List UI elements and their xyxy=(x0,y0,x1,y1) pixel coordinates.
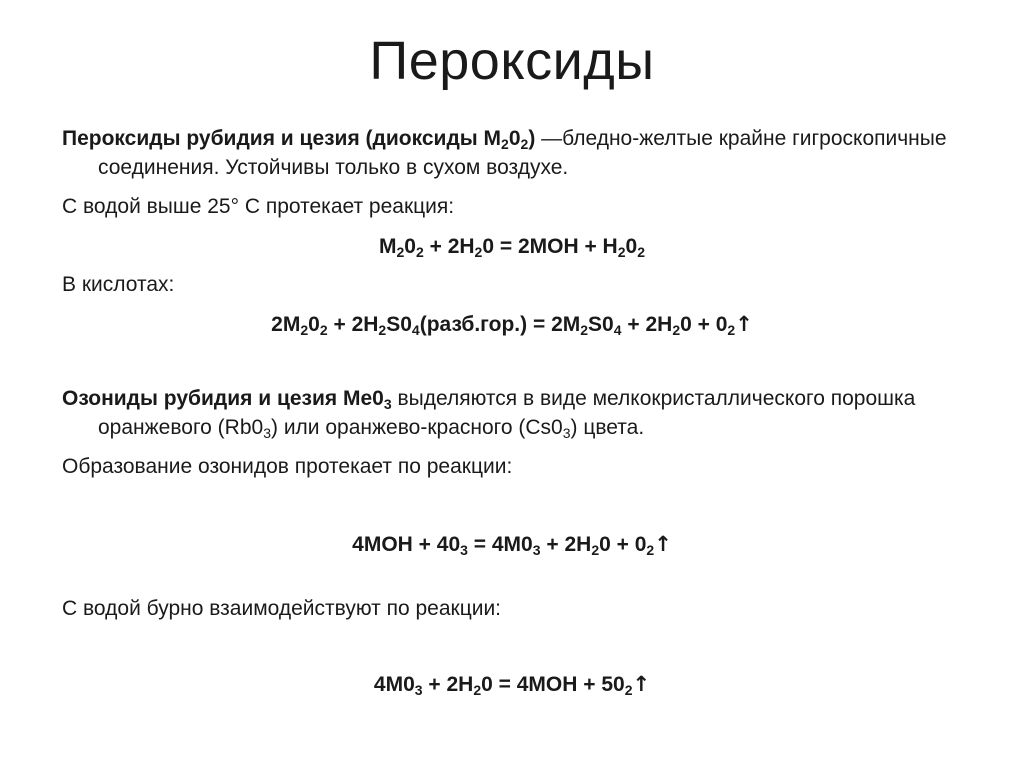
acids-intro: В кислотах: xyxy=(62,273,175,296)
water-reaction-intro: С водой выше 25° С протекает реакция: xyxy=(62,195,455,218)
ozonide-water-intro: С водой бурно взаимодействуют по реакции: xyxy=(62,597,502,620)
slide-title: Пероксиды xyxy=(369,31,655,91)
up-arrow-icon: ↑ xyxy=(654,532,672,556)
ozonides-description: Озониды рубидия и цезия $Ме0_3$ выделяются в виде мелкокристаллического порошка оранжевого $(Rb0_3)$ или оранжево-красного $(Cs0_3)$ цвета. xyxy=(62,387,916,441)
ozonides-term: Озониды рубидия и цезия $Ме0_3$ xyxy=(62,387,392,412)
equation-peroxide-acid: $2M_20_2$ + $2H_2S0_4(разб.гор.) = 2M_2S0_4 + 2H_20$ + $0_2↑$ xyxy=(271,312,753,338)
equation-peroxide-water: $M_20_2 + 2H_20 = 2MOH + H_20_2$ xyxy=(378,235,646,260)
peroxides-term: Пероксиды рубидия и цезия (диоксиды $М_20_2$) xyxy=(62,127,536,152)
peroxides-description: Пероксиды рубидия и цезия (диоксиды $М_20_2$) —бледно-желтые крайне гигроскопичные соединения. Устойчивы только в сухом воздухе. xyxy=(62,127,947,179)
up-arrow-icon: ↑ xyxy=(735,312,753,336)
equation-ozonide-water: $4M0_3 + 2H_20 = 4MOH$ + $50_2↑$ xyxy=(373,672,651,698)
up-arrow-icon: ↑ xyxy=(632,672,651,696)
ozonide-formation-intro: Образование озонидов протекает по реакции: xyxy=(62,455,513,478)
equation-ozonide-formation: $4MOH + 40_3 = 4M0_3 + 2H_20$ + $0_2↑$ xyxy=(352,532,672,558)
